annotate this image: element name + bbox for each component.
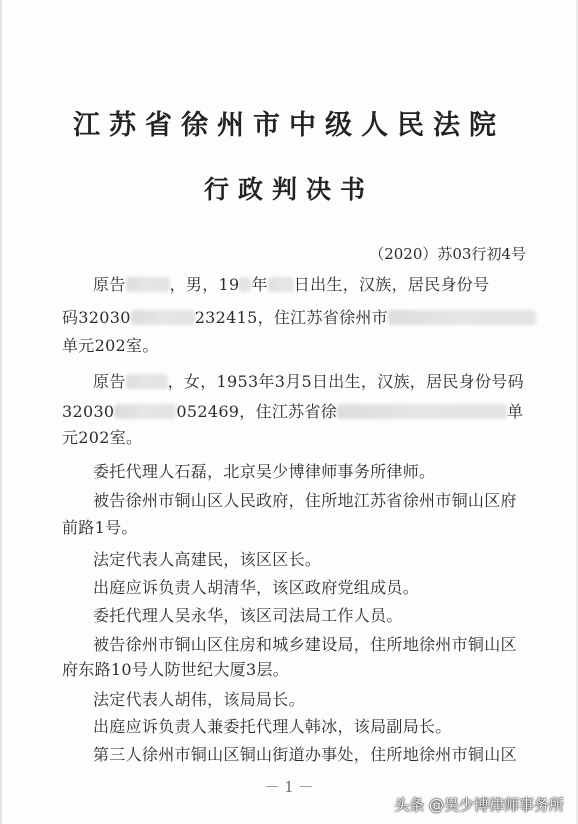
text-segment: 052469，住江苏省徐 [176,402,338,421]
court-title: 江苏省徐州市中级人民法院 [73,110,505,141]
legal-rep-1: 法定代表人高建民，该区区长。 [93,550,322,569]
redacted-id-number [114,404,176,419]
text-segment: 年 [251,275,268,294]
text-segment: 32030 [62,402,115,421]
plaintiff-2-line-2 [62,399,523,422]
defendant-1-line-2: 前路1号。 [62,518,138,537]
text-segment: ，男，19 [169,275,240,294]
redacted-address [388,310,536,325]
redacted-id-number [131,310,195,325]
text-segment: 码32030 [62,308,131,327]
defendant-2-line-2: 府东路10号人防世纪大厦3层。 [62,660,290,679]
text-segment: 原告 [93,275,126,294]
plaintiff-2-line-3: 元202室。 [62,428,143,447]
text-segment: 原告 [93,372,126,391]
document-title: 行政判决书 [203,175,374,204]
redacted-date [268,277,294,292]
court-responsible-2: 出庭应诉负责人兼委托代理人韩冰，该局副局长。 [93,717,452,736]
agent-1: 委托代理人石磊，北京吴少博律师事务所律师。 [93,462,436,481]
third-party-line-1: 第三人徐州市铜山区铜山街道办事处，住所地徐州市铜山区 [93,745,517,764]
agent-2: 委托代理人吴永华，该区司法局工作人员。 [93,606,403,625]
plaintiff-1-line-1 [93,272,489,295]
court-responsible-1: 出庭应诉负责人胡清华，该区政府党组成员。 [93,578,420,597]
legal-rep-2: 法定代表人胡伟，该局局长。 [93,690,305,709]
plaintiff-1-line-3: 单元202室。 [62,336,159,355]
text-segment: ，女，1953年3月5日出生，汉族，居民身份号码 [167,372,524,391]
text-segment: 单 [507,402,524,421]
redacted-year [239,277,251,292]
plaintiff-1-line-2 [62,305,536,328]
defendant-1-line-1: 被告徐州市铜山区人民政府，住所地江苏省徐州市铜山区府 [93,491,517,510]
page-number: － 1 － [264,778,314,796]
plaintiff-2-line-1 [93,369,524,392]
text-segment: 日出生，汉族，居民身份号 [293,275,490,294]
redacted-name [126,277,170,292]
text-segment: 232415，住江苏省徐州市 [194,308,388,327]
redacted-name [126,374,168,389]
case-number: （2020）苏03行初4号 [369,245,526,263]
defendant-2-line-1: 被告徐州市铜山区住房和城乡建设局，住所地徐州市铜山区 [93,635,517,654]
source-watermark: 头条 @吴少博律师事务所 [394,796,564,814]
redacted-address [337,404,507,419]
